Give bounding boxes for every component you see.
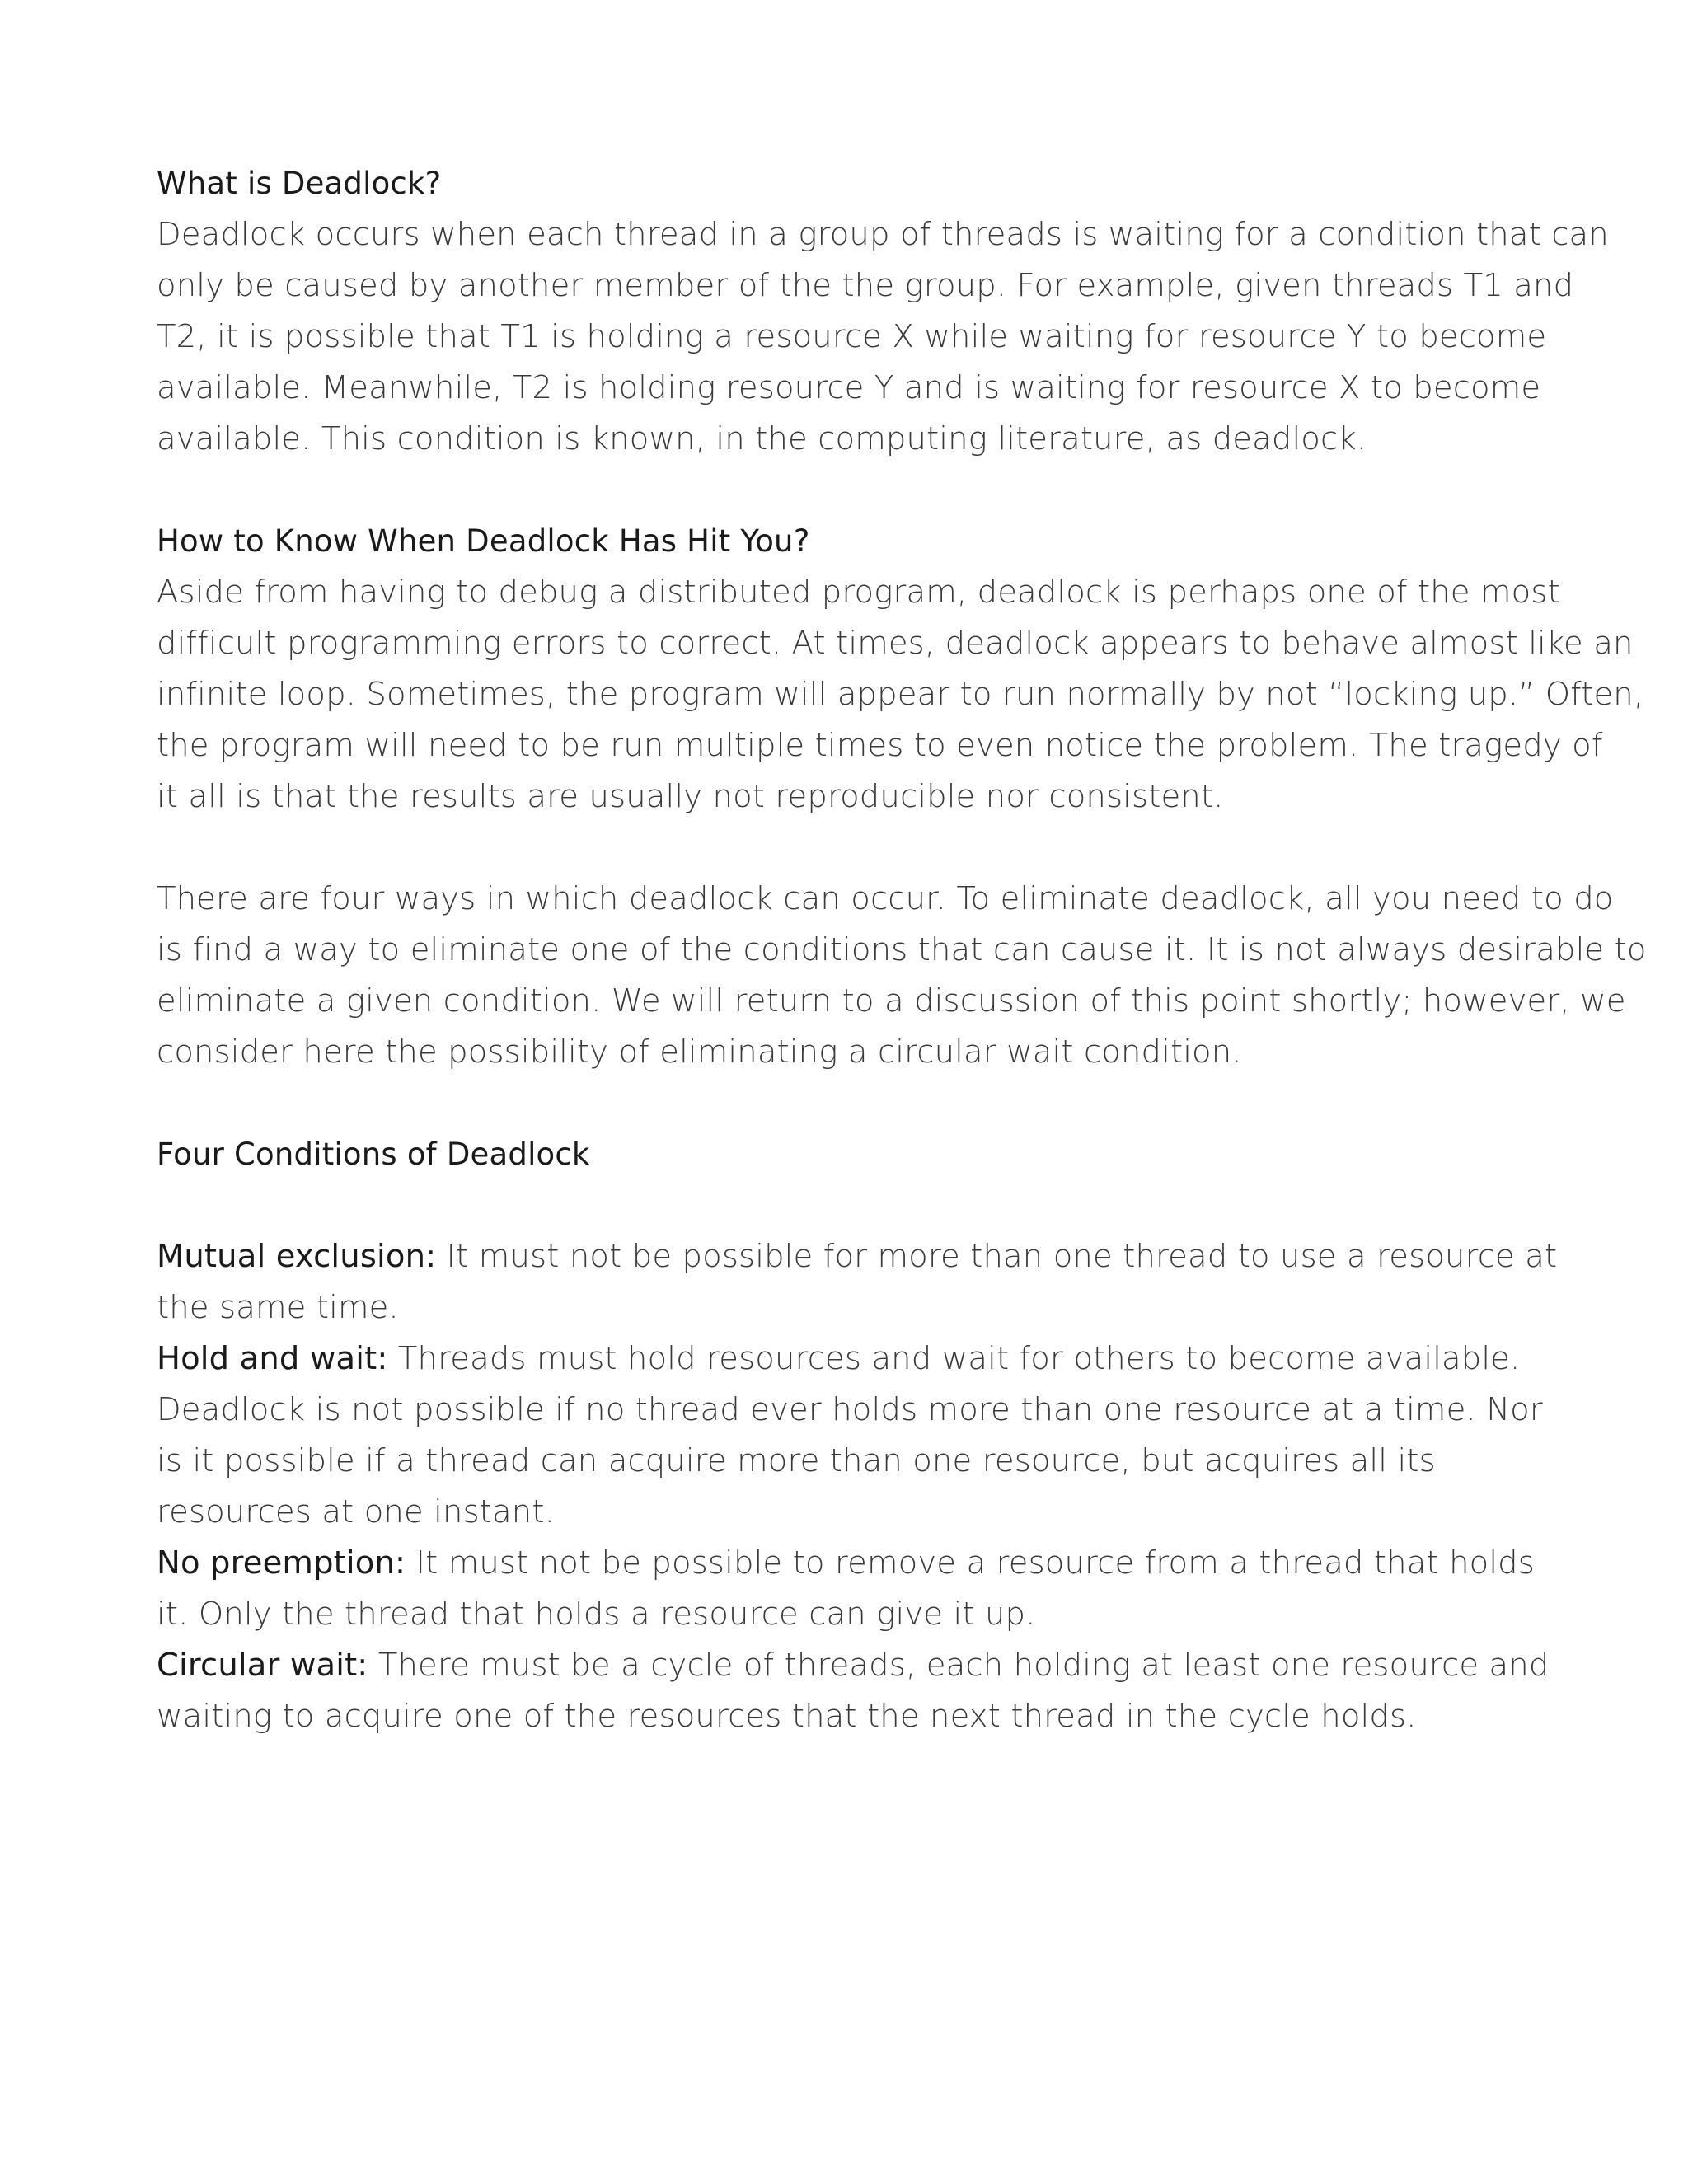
condition-text: It must not be possible to remove a resource from a thread that holds — [406, 1544, 1535, 1582]
paragraph-line: it all is that the results are usually not reproducible nor consistent. — [157, 778, 1224, 815]
condition-term: Circular wait: — [157, 1647, 368, 1684]
condition-term: Mutual exclusion: — [157, 1238, 437, 1275]
paragraph-line: Deadlock occurs when each thread in a group of threads is waiting for a condition that can — [157, 216, 1609, 253]
condition-mutual-exclusion — [157, 1231, 1558, 1282]
paragraph-line: the program will need to be run multiple times to even notice the problem. The tragedy of — [157, 727, 1603, 764]
section-what-is-deadlock — [157, 158, 1609, 465]
heading-how-to-know: How to Know When Deadlock Has Hit You? — [157, 523, 810, 559]
paragraph-line: is it possible if a thread can acquire more than one resource, but acquires all its — [157, 1442, 1436, 1479]
condition-term: Hold and wait: — [157, 1340, 388, 1377]
paragraph-line: eliminate a given condition. We will return to a discussion of this point shortly; however, we — [157, 982, 1626, 1019]
paragraph-line: consider here the possibility of eliminating a circular wait condition. — [157, 1033, 1242, 1071]
condition-text: Threads must hold resources and wait for others to become available. — [387, 1340, 1521, 1377]
paragraph-line: Aside from having to debug a distributed program, deadlock is perhaps one of the most — [157, 574, 1560, 611]
heading-four-conditions: Four Conditions of Deadlock — [157, 1137, 590, 1172]
heading-what-is-deadlock: What is Deadlock? — [157, 166, 442, 201]
section-four-ways — [157, 874, 1647, 1078]
paragraph-line: resources at one instant. — [157, 1493, 555, 1530]
condition-text: It must not be possible for more than one thread to use a resource at — [436, 1238, 1558, 1275]
paragraph-line: Deadlock is not possible if no thread ever holds more than one resource at a time. Nor — [157, 1391, 1543, 1428]
paragraph-line: it. Only the thread that holds a resource can give it up. — [157, 1596, 1036, 1633]
paragraph-line: available. This condition is known, in the computing literature, as deadlock. — [157, 420, 1367, 457]
paragraph-line: only be caused by another member of the the group. For example, given threads T1 and — [157, 267, 1574, 304]
condition-hold-and-wait — [157, 1333, 1558, 1385]
section-how-to-know — [157, 516, 1644, 823]
condition-no-preemption — [157, 1538, 1558, 1589]
paragraph-line: T2, it is possible that T1 is holding a resource X while waiting for resource Y to become — [157, 318, 1547, 355]
paragraph-line: difficult programming errors to correct. At times, deadlock appears to behave almost like an — [157, 625, 1634, 662]
condition-circular-wait — [157, 1640, 1558, 1691]
paragraph-line: infinite loop. Sometimes, the program will appear to run normally by not “locking up.” Often, — [157, 676, 1644, 713]
paragraph-line: available. Meanwhile, T2 is holding resource Y and is waiting for resource X to become — [157, 369, 1541, 406]
paragraph-line: is find a way to eliminate one of the conditions that can cause it. It is not always desirable to — [157, 931, 1647, 968]
paragraph-line: There are four ways in which deadlock can occur. To eliminate deadlock, all you need to do — [157, 880, 1614, 917]
condition-text: There must be a cycle of threads, each holding at least one resource and — [368, 1647, 1550, 1684]
section-four-conditions — [157, 1129, 1558, 1742]
paragraph-line: waiting to acquire one of the resources that the next thread in the cycle holds. — [157, 1698, 1417, 1735]
document-page — [157, 158, 1647, 1742]
paragraph-line: the same time. — [157, 1289, 399, 1326]
condition-term: No preemption: — [157, 1544, 406, 1582]
